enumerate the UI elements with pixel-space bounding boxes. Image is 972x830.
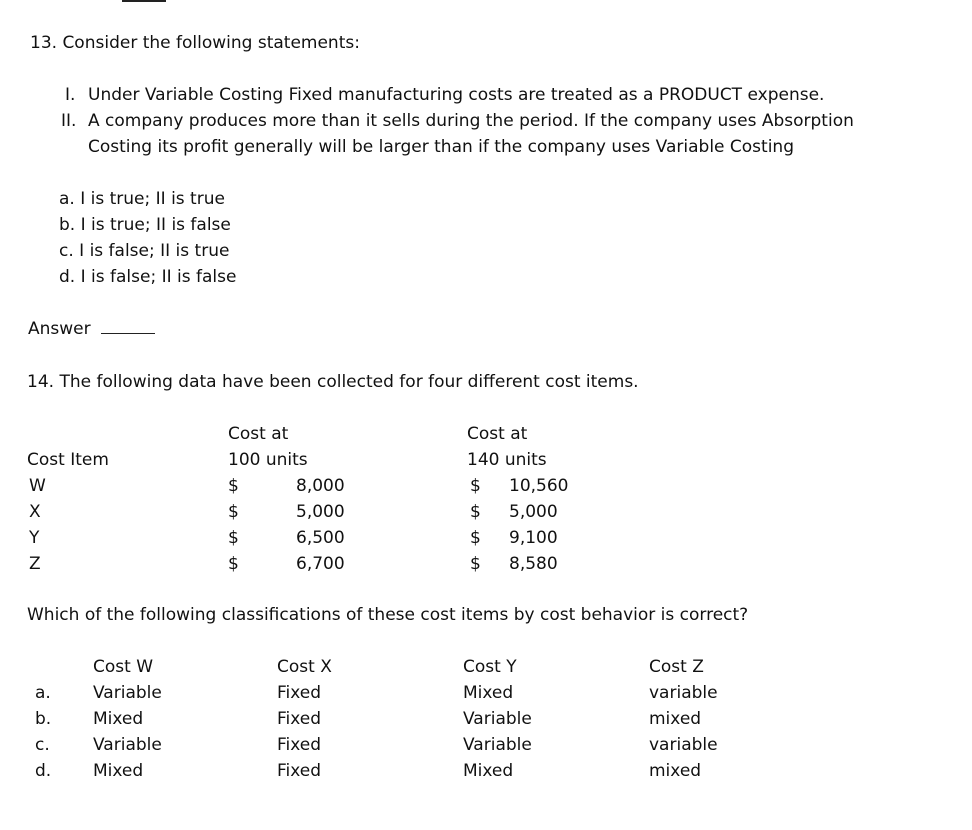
q14-choice-d-x: Fixed: [277, 761, 322, 781]
q14-choice-header-y: Cost Y: [463, 657, 517, 677]
q14-choice-a-w: Variable: [93, 683, 162, 703]
q13-question: 13. Consider the following statements:: [30, 33, 360, 53]
q13-statement-2-num: II.: [61, 111, 77, 131]
q14-row-x-currency-140: $: [470, 502, 481, 522]
q14-row-y-currency-140: $: [470, 528, 481, 548]
q14-choice-b-z: mixed: [649, 709, 702, 729]
q13-option-c: c. I is false; II is true: [59, 241, 230, 261]
q14-choice-b-w: Mixed: [93, 709, 144, 729]
q14-choice-c-y: Variable: [463, 735, 532, 755]
q14-row-x-currency-100: $: [228, 502, 239, 522]
q14-choice-d-y: Mixed: [463, 761, 514, 781]
q14-choice-a-y: Mixed: [463, 683, 514, 703]
q14-choice-a-z: variable: [649, 683, 718, 703]
q14-choice-d-z: mixed: [649, 761, 702, 781]
q14-choice-c-z: variable: [649, 735, 718, 755]
q14-choice-a-letter: a.: [35, 683, 51, 703]
q13-statement-1-num: I.: [65, 85, 76, 105]
q14-col2-header-line1: Cost at: [228, 424, 289, 444]
q14-row-z-item: Z: [29, 554, 41, 574]
q13-option-a: a. I is true; II is true: [59, 189, 225, 209]
q14-col1-header: Cost Item: [27, 450, 109, 470]
q14-row-z-cost140: 8,580: [509, 554, 558, 574]
q14-choice-header-w: Cost W: [93, 657, 154, 677]
q14-col2-header-line2: 100 units: [228, 450, 308, 470]
q14-choice-header-x: Cost X: [277, 657, 332, 677]
q14-row-z-cost100: 6,700: [296, 554, 345, 574]
q14-row-y-item: Y: [29, 528, 40, 548]
q13-answer-row: [28, 318, 155, 340]
q14-choice-c-letter: c.: [35, 735, 50, 755]
top-rule-line: [122, 0, 166, 2]
q13-statement-2-text: A company produces more than it sells during the period. If the company uses Absorption: [88, 111, 854, 131]
q14-col3-header-line1: Cost at: [467, 424, 528, 444]
q14-row-y-cost140: 9,100: [509, 528, 558, 548]
q14-row-w-currency-140: $: [470, 476, 481, 496]
q14-row-y-cost100: 6,500: [296, 528, 345, 548]
q14-choice-c-w: Variable: [93, 735, 162, 755]
q14-row-x-item: X: [29, 502, 41, 522]
q13-option-d: d. I is false; II is false: [59, 267, 237, 287]
q14-col3-header-line2: 140 units: [467, 450, 547, 470]
q14-row-y-currency-100: $: [228, 528, 239, 548]
q14-row-x-cost100: 5,000: [296, 502, 345, 522]
q13-statement-1-text: Under Variable Costing Fixed manufacturing costs are treated as a PRODUCT expense.: [88, 85, 825, 105]
q14-choice-b-letter: b.: [35, 709, 52, 729]
q13-answer-label: Answer: [28, 319, 91, 339]
q14-choice-d-w: Mixed: [93, 761, 144, 781]
q14-row-z-currency-100: $: [228, 554, 239, 574]
q14-choice-a-x: Fixed: [277, 683, 322, 703]
q14-question: 14. The following data have been collected for four different cost items.: [27, 372, 639, 392]
q13-option-b: b. I is true; II is false: [59, 215, 231, 235]
q14-row-w-cost140: 10,560: [509, 476, 569, 496]
q13-answer-blank[interactable]: [101, 318, 155, 334]
q14-prompt: Which of the following classifications of these cost items by cost behavior is correct?: [27, 605, 749, 625]
q14-row-x-cost140: 5,000: [509, 502, 558, 522]
q14-choice-d-letter: d.: [35, 761, 52, 781]
q14-choice-c-x: Fixed: [277, 735, 322, 755]
q13-statement-2-text-cont: Costing its profit generally will be larger than if the company uses Variable Costing: [88, 137, 794, 157]
q14-choice-b-y: Variable: [463, 709, 532, 729]
q14-choice-header-z: Cost Z: [649, 657, 704, 677]
q14-choice-b-x: Fixed: [277, 709, 322, 729]
q14-row-w-cost100: 8,000: [296, 476, 345, 496]
q14-row-z-currency-140: $: [470, 554, 481, 574]
q14-row-w-item: W: [29, 476, 46, 496]
q14-row-w-currency-100: $: [228, 476, 239, 496]
